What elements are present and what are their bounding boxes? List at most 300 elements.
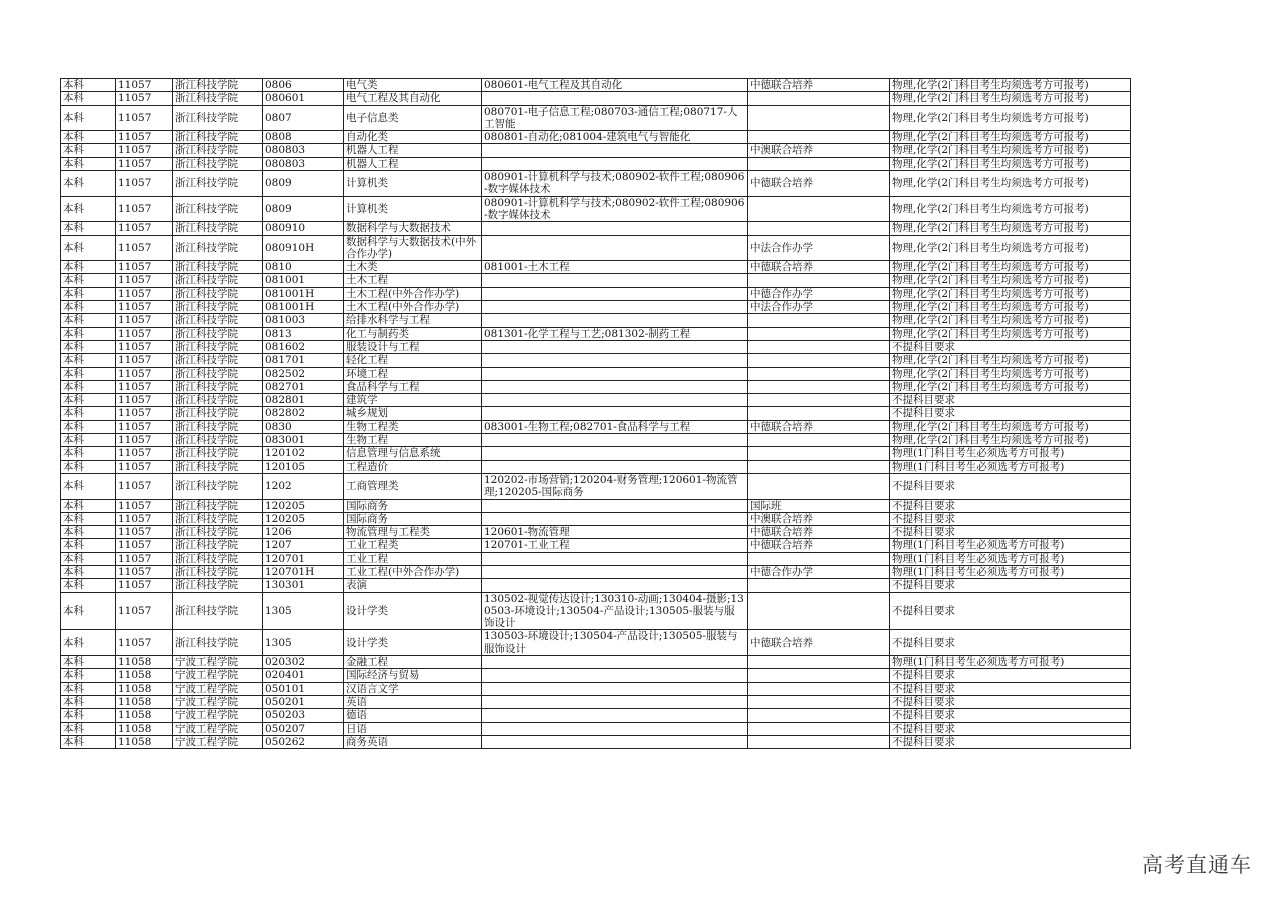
school-code-cell: 11057 [116, 314, 173, 327]
school-code-cell: 11057 [116, 105, 173, 131]
level-cell: 本科 [61, 682, 116, 695]
school-code-cell: 11057 [116, 552, 173, 565]
level-cell: 本科 [61, 447, 116, 460]
subject-requirement-cell: 不提科目要求 [890, 630, 1131, 656]
school-code-cell: 11058 [116, 656, 173, 669]
school-name-cell: 浙江科技学院 [173, 287, 263, 300]
major-name-cell: 工程造价 [344, 460, 482, 473]
program-note-cell [748, 131, 890, 144]
school-name-cell: 浙江科技学院 [173, 460, 263, 473]
program-note-cell [748, 354, 890, 367]
major-name-cell: 英语 [344, 695, 482, 708]
school-code-cell: 11057 [116, 261, 173, 274]
school-name-cell: 浙江科技学院 [173, 565, 263, 578]
school-code-cell: 11057 [116, 592, 173, 630]
major-code-cell: 050101 [263, 682, 344, 695]
school-name-cell: 浙江科技学院 [173, 592, 263, 630]
major-name-cell: 工商管理类 [344, 473, 482, 499]
school-code-cell: 11057 [116, 274, 173, 287]
major-code-cell: 0809 [263, 171, 344, 197]
school-name-cell: 浙江科技学院 [173, 235, 263, 261]
major-name-cell: 计算机类 [344, 171, 482, 197]
level-cell: 本科 [61, 526, 116, 539]
major-name-cell: 设计学类 [344, 630, 482, 656]
subject-requirement-cell: 物理,化学(2门科目考生均须选考方可报考) [890, 274, 1131, 287]
program-note-cell [748, 460, 890, 473]
major-name-cell: 商务英语 [344, 735, 482, 748]
subject-requirement-cell: 物理,化学(2门科目考生均须选考方可报考) [890, 92, 1131, 105]
school-name-cell: 浙江科技学院 [173, 579, 263, 592]
major-name-cell: 机器人工程 [344, 144, 482, 157]
school-code-cell: 11058 [116, 735, 173, 748]
major-code-cell: 1305 [263, 630, 344, 656]
table-row [61, 499, 1131, 512]
school-name-cell: 浙江科技学院 [173, 327, 263, 340]
major-code-cell: 081001H [263, 287, 344, 300]
level-cell: 本科 [61, 340, 116, 353]
subject-requirement-cell: 物理,化学(2门科目考生均须选考方可报考) [890, 131, 1131, 144]
included-majors-cell [482, 695, 748, 708]
table-row [61, 301, 1131, 314]
major-code-cell: 080803 [263, 144, 344, 157]
major-name-cell: 生物工程类 [344, 420, 482, 433]
table-row [61, 512, 1131, 525]
level-cell: 本科 [61, 592, 116, 630]
level-cell: 本科 [61, 579, 116, 592]
level-cell: 本科 [61, 735, 116, 748]
school-code-cell: 11057 [116, 196, 173, 222]
included-majors-cell [482, 314, 748, 327]
school-name-cell: 浙江科技学院 [173, 539, 263, 552]
subject-requirement-cell: 物理,化学(2门科目考生均须选考方可报考) [890, 367, 1131, 380]
subject-requirement-cell: 不提科目要求 [890, 407, 1131, 420]
table-row [61, 92, 1131, 105]
table-row [61, 144, 1131, 157]
level-cell: 本科 [61, 512, 116, 525]
level-cell: 本科 [61, 327, 116, 340]
subject-requirement-cell: 不提科目要求 [890, 722, 1131, 735]
included-majors-cell [482, 287, 748, 300]
major-name-cell: 城乡规划 [344, 407, 482, 420]
included-majors-cell: 080701-电子信息工程;080703-通信工程;080717-人工智能 [482, 105, 748, 131]
included-majors-cell [482, 144, 748, 157]
school-name-cell: 宁波工程学院 [173, 722, 263, 735]
major-name-cell: 给排水科学与工程 [344, 314, 482, 327]
school-name-cell: 浙江科技学院 [173, 340, 263, 353]
level-cell: 本科 [61, 354, 116, 367]
included-majors-cell [482, 682, 748, 695]
program-note-cell: 中法合作办学 [748, 301, 890, 314]
school-code-cell: 11057 [116, 367, 173, 380]
major-code-cell: 080601 [263, 92, 344, 105]
school-code-cell: 11058 [116, 722, 173, 735]
level-cell: 本科 [61, 473, 116, 499]
level-cell: 本科 [61, 287, 116, 300]
table-row [61, 314, 1131, 327]
table-row [61, 157, 1131, 170]
level-cell: 本科 [61, 235, 116, 261]
program-note-cell [748, 552, 890, 565]
school-code-cell: 11057 [116, 235, 173, 261]
school-name-cell: 宁波工程学院 [173, 735, 263, 748]
included-majors-cell: 130502-视觉传达设计;130310-动画;130404-摄影;130503-环境设计;130504-产品设计;130505-服装与服饰设计 [482, 592, 748, 630]
table-row [61, 79, 1131, 92]
included-majors-cell: 081001-土木工程 [482, 261, 748, 274]
included-majors-cell [482, 460, 748, 473]
table-row [61, 709, 1131, 722]
school-name-cell: 浙江科技学院 [173, 354, 263, 367]
major-name-cell: 日语 [344, 722, 482, 735]
major-code-cell: 050262 [263, 735, 344, 748]
school-name-cell: 浙江科技学院 [173, 261, 263, 274]
school-name-cell: 浙江科技学院 [173, 314, 263, 327]
included-majors-cell [482, 656, 748, 669]
program-note-cell [748, 709, 890, 722]
major-code-cell: 081602 [263, 340, 344, 353]
school-code-cell: 11057 [116, 420, 173, 433]
major-name-cell: 电气工程及其自动化 [344, 92, 482, 105]
table-row [61, 447, 1131, 460]
included-majors-cell [482, 579, 748, 592]
included-majors-cell: 080901-计算机科学与技术;080902-软件工程;080906-数字媒体技术 [482, 196, 748, 222]
included-majors-cell: 120701-工业工程 [482, 539, 748, 552]
program-note-cell [748, 367, 890, 380]
major-code-cell: 0830 [263, 420, 344, 433]
subject-requirement-cell: 物理(1门科目考生必须选考方可报考) [890, 447, 1131, 460]
school-code-cell: 11057 [116, 565, 173, 578]
program-note-cell: 中德联合培养 [748, 630, 890, 656]
school-name-cell: 浙江科技学院 [173, 171, 263, 197]
school-name-cell: 浙江科技学院 [173, 105, 263, 131]
level-cell: 本科 [61, 669, 116, 682]
school-name-cell: 宁波工程学院 [173, 656, 263, 669]
included-majors-cell: 081301-化学工程与工艺;081302-制药工程 [482, 327, 748, 340]
major-code-cell: 080803 [263, 157, 344, 170]
subject-requirement-cell: 物理,化学(2门科目考生均须选考方可报考) [890, 420, 1131, 433]
program-note-cell [748, 314, 890, 327]
school-name-cell: 浙江科技学院 [173, 301, 263, 314]
included-majors-cell: 083001-生物工程;082701-食品科学与工程 [482, 420, 748, 433]
subject-requirement-cell: 物理(1门科目考生必须选考方可报考) [890, 539, 1131, 552]
school-name-cell: 浙江科技学院 [173, 144, 263, 157]
major-name-cell: 信息管理与信息系统 [344, 447, 482, 460]
program-note-cell: 中德联合培养 [748, 420, 890, 433]
table-row [61, 105, 1131, 131]
major-name-cell: 国际经济与贸易 [344, 669, 482, 682]
major-name-cell: 设计学类 [344, 592, 482, 630]
table-row [61, 434, 1131, 447]
school-name-cell: 浙江科技学院 [173, 222, 263, 235]
program-note-cell [748, 407, 890, 420]
level-cell: 本科 [61, 630, 116, 656]
table-row [61, 682, 1131, 695]
level-cell: 本科 [61, 552, 116, 565]
program-note-cell [748, 434, 890, 447]
major-code-cell: 050201 [263, 695, 344, 708]
subject-requirement-cell: 物理(1门科目考生必须选考方可报考) [890, 552, 1131, 565]
school-code-cell: 11057 [116, 579, 173, 592]
program-note-cell [748, 579, 890, 592]
school-code-cell: 11057 [116, 92, 173, 105]
school-code-cell: 11058 [116, 669, 173, 682]
program-note-cell: 中德合作办学 [748, 287, 890, 300]
school-code-cell: 11057 [116, 157, 173, 170]
major-name-cell: 工业工程 [344, 552, 482, 565]
major-code-cell: 0813 [263, 327, 344, 340]
major-name-cell: 数据科学与大数据技术(中外合作办学) [344, 235, 482, 261]
program-note-cell: 中澳联合培养 [748, 512, 890, 525]
table-row [61, 656, 1131, 669]
school-code-cell: 11057 [116, 473, 173, 499]
program-note-cell: 中德联合培养 [748, 526, 890, 539]
included-majors-cell [482, 301, 748, 314]
program-note-cell: 中德联合培养 [748, 261, 890, 274]
school-name-cell: 浙江科技学院 [173, 196, 263, 222]
level-cell: 本科 [61, 367, 116, 380]
major-code-cell: 0806 [263, 79, 344, 92]
major-code-cell: 082801 [263, 394, 344, 407]
included-majors-cell: 080601-电气工程及其自动化 [482, 79, 748, 92]
level-cell: 本科 [61, 709, 116, 722]
included-majors-cell [482, 669, 748, 682]
table-row [61, 539, 1131, 552]
watermark-text: 高考直通车 [1142, 853, 1252, 877]
major-code-cell: 082701 [263, 380, 344, 393]
table-row [61, 222, 1131, 235]
subject-requirement-cell: 物理,化学(2门科目考生均须选考方可报考) [890, 354, 1131, 367]
program-note-cell [748, 105, 890, 131]
major-code-cell: 050207 [263, 722, 344, 735]
subject-requirement-cell: 不提科目要求 [890, 592, 1131, 630]
program-note-cell [748, 274, 890, 287]
subject-requirement-cell: 物理,化学(2门科目考生均须选考方可报考) [890, 105, 1131, 131]
level-cell: 本科 [61, 722, 116, 735]
table-row [61, 196, 1131, 222]
school-code-cell: 11057 [116, 460, 173, 473]
school-code-cell: 11057 [116, 630, 173, 656]
school-name-cell: 浙江科技学院 [173, 526, 263, 539]
subject-requirement-cell: 不提科目要求 [890, 695, 1131, 708]
subject-requirement-cell: 物理(1门科目考生必须选考方可报考) [890, 460, 1131, 473]
table-row [61, 420, 1131, 433]
major-code-cell: 120205 [263, 499, 344, 512]
table-row [61, 630, 1131, 656]
subject-requirement-cell: 不提科目要求 [890, 669, 1131, 682]
level-cell: 本科 [61, 460, 116, 473]
table-row [61, 722, 1131, 735]
major-name-cell: 服装设计与工程 [344, 340, 482, 353]
table-row [61, 669, 1131, 682]
level-cell: 本科 [61, 301, 116, 314]
major-code-cell: 020302 [263, 656, 344, 669]
table-row [61, 171, 1131, 197]
level-cell: 本科 [61, 222, 116, 235]
table-row [61, 695, 1131, 708]
subject-requirement-cell: 不提科目要求 [890, 340, 1131, 353]
table-row [61, 565, 1131, 578]
included-majors-cell [482, 722, 748, 735]
school-code-cell: 11057 [116, 407, 173, 420]
major-code-cell: 081001 [263, 274, 344, 287]
subject-requirement-cell: 物理,化学(2门科目考生均须选考方可报考) [890, 235, 1131, 261]
subject-requirement-cell: 不提科目要求 [890, 735, 1131, 748]
major-name-cell: 数据科学与大数据技术 [344, 222, 482, 235]
school-code-cell: 11057 [116, 301, 173, 314]
table-row [61, 327, 1131, 340]
school-code-cell: 11057 [116, 354, 173, 367]
included-majors-cell: 080801-自动化;081004-建筑电气与智能化 [482, 131, 748, 144]
included-majors-cell [482, 274, 748, 287]
school-code-cell: 11057 [116, 447, 173, 460]
subject-requirement-cell: 不提科目要求 [890, 526, 1131, 539]
level-cell: 本科 [61, 394, 116, 407]
school-code-cell: 11057 [116, 144, 173, 157]
school-code-cell: 11058 [116, 682, 173, 695]
level-cell: 本科 [61, 499, 116, 512]
level-cell: 本科 [61, 144, 116, 157]
level-cell: 本科 [61, 196, 116, 222]
table-row [61, 735, 1131, 748]
level-cell: 本科 [61, 274, 116, 287]
subject-requirement-cell: 物理,化学(2门科目考生均须选考方可报考) [890, 380, 1131, 393]
program-note-cell [748, 592, 890, 630]
major-name-cell: 计算机类 [344, 196, 482, 222]
major-code-cell: 120102 [263, 447, 344, 460]
table-body [61, 79, 1131, 749]
school-code-cell: 11058 [116, 695, 173, 708]
admissions-table [60, 78, 1131, 749]
included-majors-cell [482, 157, 748, 170]
level-cell: 本科 [61, 565, 116, 578]
level-cell: 本科 [61, 656, 116, 669]
major-code-cell: 1206 [263, 526, 344, 539]
school-code-cell: 11058 [116, 709, 173, 722]
school-code-cell: 11057 [116, 499, 173, 512]
program-note-cell [748, 92, 890, 105]
school-name-cell: 宁波工程学院 [173, 682, 263, 695]
major-code-cell: 130301 [263, 579, 344, 592]
school-name-cell: 浙江科技学院 [173, 630, 263, 656]
school-code-cell: 11057 [116, 131, 173, 144]
program-note-cell [748, 394, 890, 407]
program-note-cell [748, 695, 890, 708]
included-majors-cell [482, 340, 748, 353]
table-row [61, 367, 1131, 380]
major-name-cell: 机器人工程 [344, 157, 482, 170]
program-note-cell [748, 222, 890, 235]
school-code-cell: 11057 [116, 340, 173, 353]
major-name-cell: 建筑学 [344, 394, 482, 407]
school-name-cell: 宁波工程学院 [173, 669, 263, 682]
school-code-cell: 11057 [116, 287, 173, 300]
major-name-cell: 国际商务 [344, 499, 482, 512]
subject-requirement-cell: 物理,化学(2门科目考生均须选考方可报考) [890, 196, 1131, 222]
major-code-cell: 0810 [263, 261, 344, 274]
major-code-cell: 1305 [263, 592, 344, 630]
major-name-cell: 电气类 [344, 79, 482, 92]
level-cell: 本科 [61, 407, 116, 420]
subject-requirement-cell: 物理,化学(2门科目考生均须选考方可报考) [890, 79, 1131, 92]
included-majors-cell [482, 92, 748, 105]
school-code-cell: 11057 [116, 512, 173, 525]
included-majors-cell [482, 709, 748, 722]
major-name-cell: 金融工程 [344, 656, 482, 669]
school-name-cell: 浙江科技学院 [173, 434, 263, 447]
major-code-cell: 081001H [263, 301, 344, 314]
level-cell: 本科 [61, 92, 116, 105]
level-cell: 本科 [61, 695, 116, 708]
included-majors-cell [482, 565, 748, 578]
included-majors-cell [482, 552, 748, 565]
subject-requirement-cell: 不提科目要求 [890, 579, 1131, 592]
subject-requirement-cell: 不提科目要求 [890, 682, 1131, 695]
school-name-cell: 宁波工程学院 [173, 695, 263, 708]
program-note-cell [748, 380, 890, 393]
program-note-cell [748, 473, 890, 499]
level-cell: 本科 [61, 380, 116, 393]
major-name-cell: 土木工程(中外合作办学) [344, 301, 482, 314]
major-code-cell: 120701H [263, 565, 344, 578]
level-cell: 本科 [61, 171, 116, 197]
major-code-cell: 081701 [263, 354, 344, 367]
major-code-cell: 082802 [263, 407, 344, 420]
major-name-cell: 国际商务 [344, 512, 482, 525]
subject-requirement-cell: 物理,化学(2门科目考生均须选考方可报考) [890, 314, 1131, 327]
included-majors-cell: 120601-物流管理 [482, 526, 748, 539]
school-name-cell: 浙江科技学院 [173, 131, 263, 144]
table-row [61, 354, 1131, 367]
subject-requirement-cell: 物理,化学(2门科目考生均须选考方可报考) [890, 434, 1131, 447]
subject-requirement-cell: 不提科目要求 [890, 394, 1131, 407]
major-name-cell: 自动化类 [344, 131, 482, 144]
table-row [61, 340, 1131, 353]
school-code-cell: 11057 [116, 394, 173, 407]
school-name-cell: 浙江科技学院 [173, 407, 263, 420]
level-cell: 本科 [61, 79, 116, 92]
major-name-cell: 土木工程 [344, 274, 482, 287]
major-name-cell: 电子信息类 [344, 105, 482, 131]
included-majors-cell [482, 434, 748, 447]
program-note-cell: 中德联合培养 [748, 539, 890, 552]
school-name-cell: 浙江科技学院 [173, 157, 263, 170]
program-note-cell: 中澳联合培养 [748, 144, 890, 157]
major-code-cell: 120205 [263, 512, 344, 525]
table-row [61, 552, 1131, 565]
included-majors-cell [482, 235, 748, 261]
school-name-cell: 浙江科技学院 [173, 79, 263, 92]
included-majors-cell [482, 394, 748, 407]
school-name-cell: 浙江科技学院 [173, 420, 263, 433]
major-code-cell: 080910H [263, 235, 344, 261]
school-name-cell: 宁波工程学院 [173, 709, 263, 722]
major-code-cell: 0809 [263, 196, 344, 222]
program-note-cell [748, 340, 890, 353]
school-code-cell: 11057 [116, 171, 173, 197]
subject-requirement-cell: 不提科目要求 [890, 512, 1131, 525]
major-name-cell: 轻化工程 [344, 354, 482, 367]
major-code-cell: 080910 [263, 222, 344, 235]
major-name-cell: 工业工程类 [344, 539, 482, 552]
school-code-cell: 11057 [116, 327, 173, 340]
school-name-cell: 浙江科技学院 [173, 92, 263, 105]
level-cell: 本科 [61, 105, 116, 131]
school-name-cell: 浙江科技学院 [173, 394, 263, 407]
subject-requirement-cell: 物理,化学(2门科目考生均须选考方可报考) [890, 171, 1131, 197]
school-name-cell: 浙江科技学院 [173, 380, 263, 393]
school-name-cell: 浙江科技学院 [173, 367, 263, 380]
major-code-cell: 050203 [263, 709, 344, 722]
program-note-cell [748, 722, 890, 735]
